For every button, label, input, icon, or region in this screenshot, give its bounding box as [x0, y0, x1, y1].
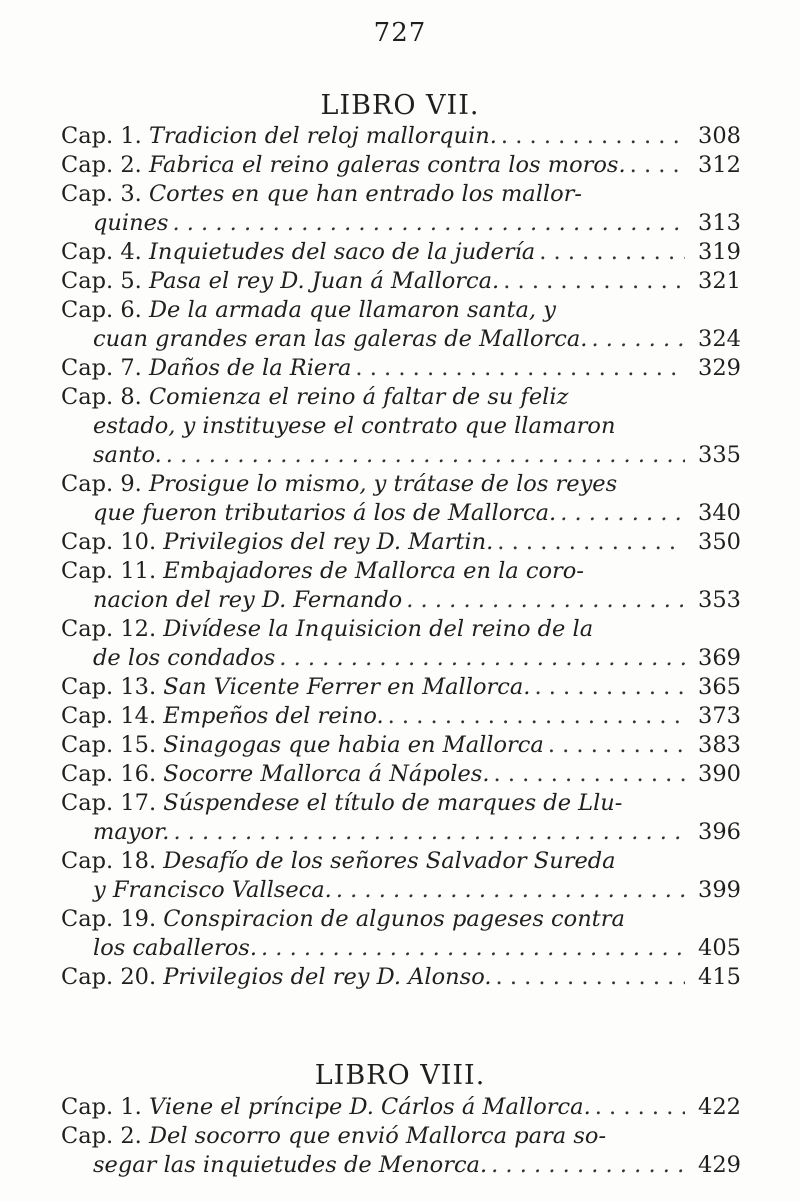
chapter-number: Cap. 14. [61, 703, 157, 729]
chapter-title: quines [93, 210, 169, 236]
chapter-title: Del socorro que envió Mallorca para so- [148, 1123, 607, 1149]
toc-entry-line [61, 789, 741, 818]
chapter-page-number: 319 [698, 239, 741, 265]
leader-dots [261, 934, 685, 963]
toc-entry [61, 731, 741, 760]
toc-entry-line [61, 383, 741, 412]
chapter-number: Cap. 5. [61, 268, 142, 294]
chapter-title: De la armada que llamaron santa, y [148, 297, 556, 323]
toc-entry [61, 789, 741, 847]
chapter-page-number: 312 [698, 152, 741, 178]
leader-dots [496, 963, 685, 992]
chapter-title: de los condados [93, 645, 276, 671]
toc-entry-line [61, 818, 741, 847]
chapter-number: Cap. 18. [61, 848, 157, 874]
leader-dots [172, 209, 685, 238]
table-of-contents-libro-viii [61, 1093, 741, 1180]
chapter-title: Tradicion del reloj mallorquin. [148, 123, 497, 149]
chapter-page-number: 429 [698, 1152, 741, 1178]
chapter-title: estado, y instituyese el contrato que llamaron [93, 413, 616, 439]
toc-entry-line [61, 238, 741, 267]
chapter-title: Viene el príncipe D. Cárlos á Mallorca. [148, 1094, 591, 1120]
toc-entry [61, 354, 741, 383]
toc-entry-line [61, 1093, 741, 1122]
chapter-number: Cap. 8. [61, 384, 142, 410]
chapter-page-number: 313 [698, 210, 741, 236]
leader-dots [494, 760, 685, 789]
chapter-title: Empeños del reino. [163, 703, 384, 729]
toc-entry-line [61, 963, 741, 992]
toc-entry [61, 1093, 741, 1122]
chapter-page-number: 335 [698, 442, 741, 468]
leader-dots [355, 354, 685, 383]
toc-entry [61, 557, 741, 615]
chapter-title: Cortes en que han entrado los mallor- [148, 181, 583, 207]
chapter-page-number: 390 [698, 761, 741, 787]
toc-entry-line [61, 615, 741, 644]
chapter-title: que fueron tributarios á los de Mallorca. [93, 500, 557, 526]
chapter-number: Cap. 17. [61, 790, 157, 816]
leader-dots [548, 731, 685, 760]
chapter-title: Daños de la Riera [148, 355, 352, 381]
chapter-title: Conspiracion de algunos pageses contra [163, 906, 625, 932]
page-number: 727 [373, 18, 427, 48]
toc-entry-line [61, 934, 741, 963]
chapter-number: Cap. 16. [61, 761, 157, 787]
toc-entry [61, 238, 741, 267]
chapter-title: Desafío de los señores Salvador Sureda [163, 848, 616, 874]
toc-entry-line [61, 412, 741, 441]
chapter-title: segar las inquietudes de Menorca. [93, 1152, 488, 1178]
leader-dots [630, 151, 685, 180]
toc-entry [61, 702, 741, 731]
chapter-title: cuan grandes eran las galeras de Mallorca. [93, 326, 588, 352]
toc-entry [61, 1122, 741, 1180]
chapter-number: Cap. 11. [61, 558, 157, 584]
chapter-title: Fabrica el reino galeras contra los moros. [148, 152, 626, 178]
toc-entry-line [61, 528, 741, 557]
toc-entry [61, 905, 741, 963]
chapter-title: Sinagogas que habia en Mallorca [163, 732, 544, 758]
leader-dots [560, 499, 685, 528]
toc-entry-line [61, 296, 741, 325]
chapter-number: Cap. 2. [61, 152, 142, 178]
toc-entry [61, 122, 741, 151]
toc-entry-line [61, 673, 741, 702]
toc-entry [61, 470, 741, 528]
toc-entry [61, 963, 741, 992]
chapter-title: San Vicente Ferrer en Mallorca. [163, 674, 531, 700]
chapter-page-number: 350 [698, 529, 741, 555]
book-heading-viii: LIBRO VIII. [314, 1060, 486, 1091]
leader-dots [173, 818, 685, 847]
chapter-title: Inquietudes del saco de la judería [148, 239, 536, 265]
toc-entry [61, 673, 741, 702]
chapter-number: Cap. 6. [61, 297, 142, 323]
chapter-title: Socorre Mallorca á Nápoles. [163, 761, 490, 787]
chapter-number: Cap. 1. [61, 123, 142, 149]
chapter-title: Privilegios del rey D. Alonso. [163, 964, 492, 990]
chapter-number: Cap. 3. [61, 181, 142, 207]
toc-entry [61, 267, 741, 296]
toc-entry [61, 383, 741, 470]
chapter-page-number: 383 [698, 732, 741, 758]
leader-dots [497, 528, 685, 557]
chapter-title: los caballeros. [93, 935, 257, 961]
toc-entry [61, 847, 741, 905]
leader-dots [503, 267, 685, 296]
chapter-title: Privilegios del rey D. Martin. [163, 529, 494, 555]
toc-entry-line [61, 470, 741, 499]
chapter-number: Cap. 12. [61, 616, 157, 642]
chapter-number: Cap. 1. [61, 1094, 142, 1120]
chapter-number: Cap. 9. [61, 471, 142, 497]
toc-entry [61, 296, 741, 354]
chapter-title: Divídese la Inquisicion del reino de la [163, 616, 594, 642]
chapter-title: Pasa el rey D. Juan á Mallorca. [148, 268, 500, 294]
chapter-title: Embajadores de Mallorca en la coro- [163, 558, 584, 584]
chapter-page-number: 422 [698, 1094, 741, 1120]
chapter-page-number: 340 [698, 500, 741, 526]
toc-entry-line [61, 557, 741, 586]
chapter-title: Súspendese el título de marques de Llu- [163, 790, 623, 816]
chapter-page-number: 369 [698, 645, 741, 671]
toc-entry-line [61, 499, 741, 528]
toc-entry-line [61, 180, 741, 209]
toc-entry-line [61, 1122, 741, 1151]
leader-dots [388, 702, 685, 731]
chapter-title: y Francisco Vallseca. [93, 877, 332, 903]
chapter-number: Cap. 20. [61, 964, 157, 990]
chapter-title: mayor. [93, 819, 170, 845]
toc-entry-line [61, 731, 741, 760]
leader-dots [166, 441, 685, 470]
leader-dots [591, 325, 685, 354]
chapter-page-number: 308 [698, 123, 741, 149]
toc-entry-line [61, 354, 741, 383]
leader-dots [406, 586, 685, 615]
chapter-page-number: 373 [698, 703, 741, 729]
toc-entry-line [61, 644, 741, 673]
toc-entry [61, 615, 741, 673]
leader-dots [336, 876, 685, 905]
toc-entry-line [61, 905, 741, 934]
chapter-page-number: 399 [698, 877, 741, 903]
chapter-page-number: 415 [698, 964, 741, 990]
toc-entry-line [61, 876, 741, 905]
chapter-page-number: 405 [698, 935, 741, 961]
leader-dots [595, 1093, 685, 1122]
chapter-number: Cap. 13. [61, 674, 157, 700]
toc-entry-line [61, 586, 741, 615]
leader-dots [491, 1151, 685, 1180]
chapter-number: Cap. 4. [61, 239, 142, 265]
toc-entry-line [61, 209, 741, 238]
toc-entry-line [61, 267, 741, 296]
chapter-title: Prosigue lo mismo, y trátase de los reyes [148, 471, 618, 497]
chapter-page-number: 396 [698, 819, 741, 845]
toc-entry-line [61, 847, 741, 876]
toc-entry [61, 151, 741, 180]
toc-entry-line [61, 760, 741, 789]
leader-dots [279, 644, 685, 673]
toc-entry-line [61, 151, 741, 180]
chapter-number: Cap. 10. [61, 529, 157, 555]
toc-entry-line [61, 122, 741, 151]
chapter-title: nacion del rey D. Fernando [93, 587, 403, 613]
chapter-page-number: 329 [698, 355, 741, 381]
leader-dots [539, 238, 685, 267]
chapter-page-number: 324 [698, 326, 741, 352]
chapter-number: Cap. 2. [61, 1123, 142, 1149]
chapter-title: santo. [93, 442, 162, 468]
chapter-number: Cap. 15. [61, 732, 157, 758]
toc-entry [61, 180, 741, 238]
chapter-number: Cap. 7. [61, 355, 142, 381]
chapter-page-number: 353 [698, 587, 741, 613]
table-of-contents-libro-vii [61, 122, 741, 992]
leader-dots [501, 122, 685, 151]
chapter-page-number: 321 [698, 268, 741, 294]
toc-entry [61, 760, 741, 789]
toc-entry-line [61, 702, 741, 731]
toc-entry-line [61, 441, 741, 470]
chapter-page-number: 365 [698, 674, 741, 700]
chapter-title: Comienza el reino á faltar de su feliz [148, 384, 569, 410]
toc-entry [61, 528, 741, 557]
leader-dots [534, 673, 685, 702]
toc-entry-line [61, 325, 741, 354]
chapter-number: Cap. 19. [61, 906, 157, 932]
book-heading-vii: LIBRO VII. [320, 90, 480, 121]
toc-entry-line [61, 1151, 741, 1180]
